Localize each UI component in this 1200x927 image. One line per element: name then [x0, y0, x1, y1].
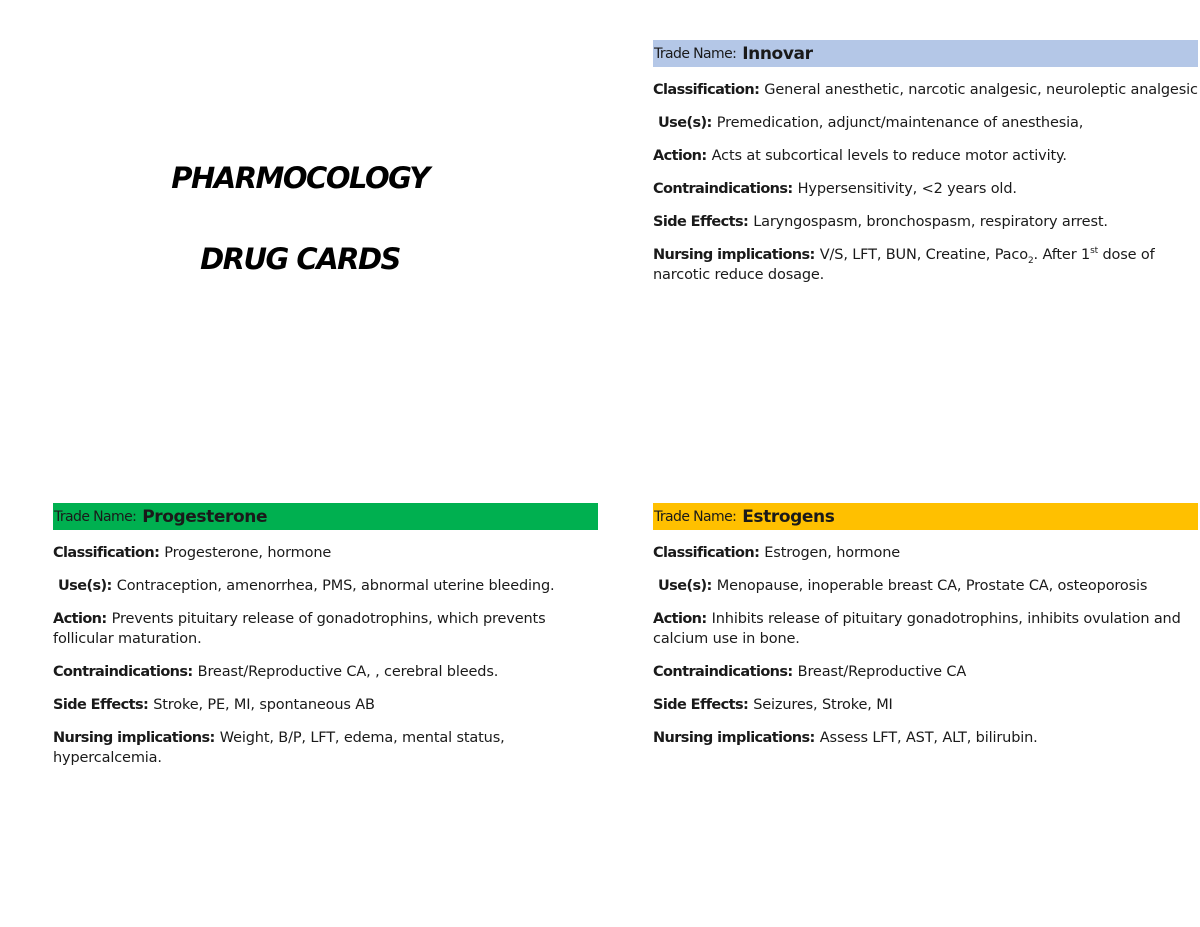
classification-label: Classification:: [653, 82, 760, 98]
nursing-implications-label: Nursing implications:: [653, 730, 815, 746]
classification-field: [653, 80, 1198, 100]
side-effects-value: Seizures, Stroke, MI: [753, 697, 893, 713]
classification-value: General anesthetic, narcotic analgesic, neuroleptic analgesic: [764, 82, 1198, 98]
drug-card-estrogens: [653, 503, 1198, 748]
trade-name-value: Progesterone: [142, 506, 268, 527]
action-field: [53, 609, 598, 649]
contraindications-field: [653, 662, 1198, 682]
uses-label: Use(s):: [658, 115, 712, 131]
side-effects-value: Stroke, PE, MI, spontaneous AB: [153, 697, 375, 713]
action-field: [653, 609, 1198, 649]
contraindications-field: [653, 179, 1198, 199]
side-effects-value: Laryngospasm, bronchospasm, respiratory arrest.: [753, 214, 1108, 230]
action-value: Prevents pituitary release of gonadotrophins, which prevents follicular maturation.: [53, 611, 546, 647]
nursing-implications-field: [653, 245, 1198, 285]
nursing-implications-part-2: . After 1: [1033, 247, 1091, 263]
action-field: [653, 146, 1198, 166]
nursing-implications-label: Nursing implications:: [653, 247, 815, 263]
trade-name-bar: [653, 503, 1198, 530]
classification-value: Estrogen, hormone: [764, 545, 901, 561]
drug-card-progesterone: [53, 503, 598, 768]
nursing-implications-value: Assess LFT, AST, ALT, bilirubin.: [819, 730, 1038, 746]
side-effects-label: Side Effects:: [653, 697, 749, 713]
trade-name-value: Estrogens: [742, 506, 835, 527]
classification-field: [53, 543, 598, 563]
side-effects-field: [653, 695, 1198, 715]
uses-value: Menopause, inoperable breast CA, Prostate CA, osteoporosis: [716, 578, 1148, 594]
uses-field: [653, 576, 1198, 596]
classification-value: Progesterone, hormone: [164, 545, 332, 561]
classification-label: Classification:: [653, 545, 760, 561]
side-effects-label: Side Effects:: [53, 697, 149, 713]
uses-label: Use(s):: [58, 578, 112, 594]
trade-name-label: Trade Name:: [654, 508, 737, 525]
action-label: Action:: [653, 148, 707, 164]
contraindications-field: [53, 662, 598, 682]
contraindications-value: Breast/Reproductive CA: [797, 664, 967, 680]
nursing-implications-part-1: V/S, LFT, BUN, Creatine, Paco: [819, 247, 1028, 263]
contraindications-value: Hypersensitivity, <2 years old.: [797, 181, 1017, 197]
side-effects-field: [53, 695, 598, 715]
trade-name-value: Innovar: [742, 43, 813, 64]
uses-field: [53, 576, 598, 596]
trade-name-bar: [53, 503, 598, 530]
side-effects-label: Side Effects:: [653, 214, 749, 230]
trade-name-label: Trade Name:: [54, 508, 137, 525]
classification-field: [653, 543, 1198, 563]
document-title-line-1: PHARMOCOLOGY: [171, 161, 429, 195]
action-value: Acts at subcortical levels to reduce motor activity.: [711, 148, 1067, 164]
nursing-implications-label: Nursing implications:: [53, 730, 215, 746]
side-effects-field: [653, 212, 1198, 232]
nursing-implications-part-3: dose of narcotic reduce dosage.: [653, 247, 1155, 283]
drug-card-innovar: [653, 40, 1198, 285]
action-value: Inhibits release of pituitary gonadotrophins, inhibits ovulation and calcium use in bone.: [653, 611, 1181, 647]
nursing-implications-value: Weight, B/P, LFT, edema, mental status, hypercalcemia.: [53, 730, 505, 766]
trade-name-bar: [653, 40, 1198, 67]
nursing-implications-field: [53, 728, 598, 768]
nursing-implications-field: [653, 728, 1198, 748]
uses-value: Contraception, amenorrhea, PMS, abnormal uterine bleeding.: [116, 578, 555, 594]
uses-label: Use(s):: [658, 578, 712, 594]
trade-name-label: Trade Name:: [654, 45, 737, 62]
contraindications-label: Contraindications:: [653, 181, 793, 197]
superscript-st: st: [1090, 246, 1098, 257]
uses-value: Premedication, adjunct/maintenance of anesthesia,: [716, 115, 1084, 131]
uses-field: [653, 113, 1198, 133]
subscript-2: 2: [1027, 255, 1034, 266]
action-label: Action:: [653, 611, 707, 627]
action-label: Action:: [53, 611, 107, 627]
contraindications-value: Breast/Reproductive CA, , cerebral bleeds.: [197, 664, 499, 680]
classification-label: Classification:: [53, 545, 160, 561]
document-title-line-2: DRUG CARDS: [200, 242, 400, 276]
contraindications-label: Contraindications:: [653, 664, 793, 680]
contraindications-label: Contraindications:: [53, 664, 193, 680]
